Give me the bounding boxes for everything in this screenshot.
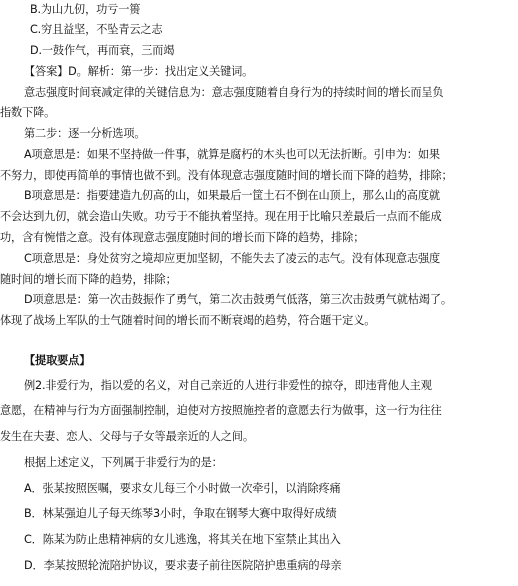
choice-c: C．陈某为防止患精神病的女儿逃逸，将其关在地下室禁止其出入 <box>24 533 341 546</box>
paragraph-line: 随时间的增长而下降的趋势，排除； <box>0 273 177 286</box>
paragraph-line: 指数下降。 <box>0 106 56 119</box>
question-line: 根据上述定义，下列属于非爱行为的是： <box>24 456 223 469</box>
choice-b: B．林某强迫儿子每天练琴3小时，争取在钢琴大赛中取得好成绩 <box>24 507 337 520</box>
example-line: 意愿，在精神与行为方面强制控制，迫使对方按照施控者的意愿去行为做事，这一行为往往 <box>0 404 442 417</box>
paragraph-line: 功，含有惋惜之意。没有体现意志强度随时间的增长而下降的趋势，排除； <box>0 231 365 244</box>
option-b-line: B.为山九仞，功亏一篑 <box>30 3 141 16</box>
example-line: 发生在夫妻、恋人、父母与子女等最亲近的人之间。 <box>0 430 254 443</box>
paragraph-line: 第二步：逐一分析选项。 <box>24 127 146 140</box>
paragraph-line: 不努力，即使再简单的事情也做不到。没有体现意志强度随时间的增长而下降的趋势，排除； <box>0 169 453 182</box>
paragraph-line: C项意思是：身处贫穷之境却应更加坚韧，不能失去了凌云的志气。没有体现意志强度 <box>24 252 441 265</box>
paragraph-line: 体现了战场上军队的士气随着时间的增长而不断衰竭的趋势，符合题干定义。 <box>0 314 376 327</box>
choice-a: A．张某按照医嘱，要求女儿每三个小时做一次牵引，以消除疼痛 <box>24 482 341 495</box>
option-d-line: D.一鼓作气，再而衰，三而竭 <box>30 44 175 57</box>
answer-line: 【答案】D。解析：第一步：找出定义关键词。 <box>24 65 254 78</box>
paragraph-line: 不会达到九仞，就会造山失败。功亏于不能执着坚持。现在用于比喻只差最后一点而不能成 <box>0 210 442 223</box>
paragraph-line: A项意思是：如果不坚持做一件事，就算是腐朽的木头也可以无法折断。引申为：如果 <box>24 148 440 161</box>
option-c-line: C.穷且益坚，不坠青云之志 <box>30 23 163 36</box>
paragraph-line: 意志强度时间衰减定律的关键信息为：意志强度随着自身行为的持续时间的增长而呈负 <box>24 86 444 99</box>
choice-d: D．李某按照轮流陪护协议，要求妻子前往医院陪护患重病的母亲 <box>24 559 342 572</box>
paragraph-line: D项意思是：第一次击鼓振作了勇气，第二次击鼓勇气低落，第三次击鼓勇气就枯竭了。 <box>24 293 452 306</box>
paragraph-line: B项意思是：指要建造九仞高的山，如果最后一筐土石不倒在山顶上，那么山的高度就 <box>24 189 440 202</box>
section-heading: 【提取要点】 <box>24 354 91 367</box>
example-line: 例2.非爱行为，指以爱的名义，对自己亲近的人进行非爱性的掠夺，即违背他人主观 <box>24 379 432 392</box>
